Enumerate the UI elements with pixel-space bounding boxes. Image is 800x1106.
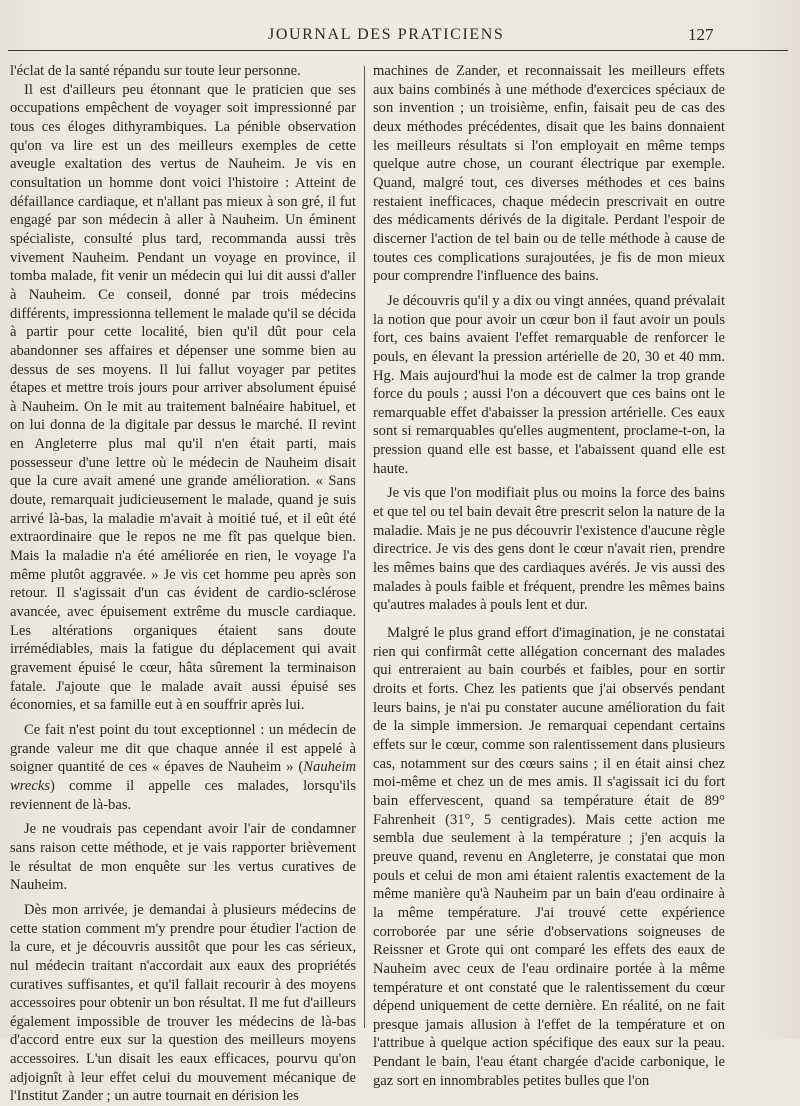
header-rule [8, 50, 788, 51]
paragraph: Je ne voudrais pas cependant avoir l'air de condamner sans raison cette méthode, et je vais rapporter brièvement le résultat de mon enquête sur les vertus curatives de Nauheim. [10, 821, 356, 894]
paragraph-text: Ce fait n'est point du tout exceptionnel : un médecin de grande valeur me dit que chaque année il est appelé à soigner quantité de ces « épaves de Nauheim » ( [10, 721, 356, 776]
paragraph [10, 721, 356, 814]
paragraph: Dès mon arrivée, je demandai à plusieurs médecins de cette station comment m'y prendre pour étudier l'action de la cure, et je découvris aussitôt que pour les cas sérieux, nul médecin traitant n'accordait aux eaux des propriétés curatives suffisantes, et qu'il fallait recourir à des moyens accessoires pour obtenir un bon résultat. Il me fut d'ailleurs également impossible de trouver les médecins de là-bas d'accord entre eux sur la question des meilleurs moyens accessoires. L'un disait les eaux efficaces, pourvu qu'on adjoignît à leur effet celui du mouvement mécanique de l'Institut Zander ; un autre tournait en dérision les [10, 901, 356, 1105]
paragraph: machines de Zander, et reconnaissait les meilleurs effets aux bains combinés à une méthode d'exercices spéciaux de son invention ; un troisième, enfin, faisait peu de cas des deux méthodes précédentes, disait que les bains donnaient les meilleurs résultats si l'on employait en même temps quelque autre chose, un courant électrique par exemple. Quand, malgré tout, ces diverses méthodes et ces bains restaient inefficaces, chaque médecin prescrivait en outre des médicaments dérivés de la digitale. Perdant l'espoir de discerner l'action de tel bain ou de telle méthode à cause de toutes ces complications surajoutées, je fis de mon mieux pour comprendre l'influence des bains. [373, 63, 725, 285]
column-divider [364, 66, 365, 1028]
paragraph: Il est d'ailleurs peu étonnant que le praticien que ses occupations empêchent de voyager soit impressionné par tous ces éloges dithyrambiques. La pénible observation qu'on va lire est un des meilleurs exemples de cette aveugle exaltation des vertus de Nauheim. Je vis en consultation un homme dont voici l'histoire : Atteint de défaillance cardiaque, et n'allant pas mieux à son gré, il fut engagé par son médecin à aller à Nauheim. Un éminent spécialiste, consulté plus tard, recommanda aussi très vivement Nauheim. Pendant un voyage en province, il tomba malade, fit venir un médecin qui lui dit aussi d'aller à Nauheim. Ce conseil, donné par trois médecins différents, impressionna tellement le malade qu'il se décida à partir pour cette localité, bien qu'il dût pour cela abandonner ses affaires et dépenser une somme bien au dessus de ses moyens. Il lui fallut voyager par petites étapes et mettre trois jours pour arriver absolument épuisé à Nauheim. On le mit au traitement balnéaire habituel, et on lui donna de la digitale par dessus le marché. Il revint en Angleterre plus mal qu'il n'en était parti, mais possesseur d'une lettre où le médecin de Nauheim disait que la cure avait amené une grande amélioration. « Sans doute, remarquait judicieusement le malade, quand je suis arrivé là-bas, la maladie m'avait à moitié tué, et il eût été extraordinaire que le repos ne me fît pas quelque bien. Mais la maladie n'a été améliorée en rien, le voyage l'a même plutôt aggravée. » Je vis cet homme peu après son retour. Il s'agissait d'un cas évident de cardio-sclérose avancée, avec épuisement extrême du muscle cardiaque. Les altérations organiques étaient sans doute irrémédiables, mais la fatigue du déplacement qui avait gravement épuisé le cœur, hâta sûrement la terminaison fatale. J'ajoute que le malade avait aussi épuisé ses économies, et sa famille eut à en souffrir après lui. [10, 81, 356, 714]
paragraph: Je découvris qu'il y a dix ou vingt années, quand prévalait la notion que pour avoir un cœur bon il faut avoir un pouls fort, ces bains avaient l'effet remarquable de renforcer le pouls, en élevant la pression artérielle de 20, 30 et 40 mm. Hg. Mais aujourd'hui la mode est de calmer la trop grande force du pouls ; aussi l'on a découvert que ces bains ont le remarquable effet d'abaisser la pression artérielle. Ces eaux sont si remarquables qu'elles augmentent, proclame-t-on, la pression quand elle est basse, et l'abaissent quand elle est haute. [373, 292, 725, 477]
paragraph: Je vis que l'on modifiait plus ou moins la force des bains et que tel ou tel bain devait être prescrit selon la nature de la maladie. Mais je ne pus découvrir l'existence d'aucune règle directrice. Je vis des gens dont le cœur n'avait rien, prendre les mêmes bains que des cardiaques avérés. Je vis aussi des malades à pouls faible et fréquent, prendre les mêmes bains qu'autres malades à pouls lent et dur. [373, 485, 725, 614]
paragraph: Malgré le plus grand effort d'imagination, je ne constatai rien qui confirmât cette allégation concernant des malades qui entreraient au bain courbés et faibles, pour en sortir droits et forts. Chez les patients que j'ai observés pendant leurs bains, je n'ai pu constater aucune amélioration du fait de la simple immersion. Je remarquai cependant certains effets sur le cœur, comme son ralentissement dans plusieurs cas, notamment sur des cœurs sains ; il en était ainsi chez moi-même et chez un de mes amis. Il s'agissait ici du fort bain effervescent, quand sa température était de 89° Fahrenheit (31°, 5 centigrades). Mais cette action me sembla due seulement à la température ; j'en acquis la preuve quand, revenu en Angleterre, je constatai que mon pouls et celui de mon ami étaient ralentis exactement de la même manière qu'à Nauheim par un bain d'eau ordinaire à la même température. J'ai trouvé cette expérience corroborée par une série d'observations soigneuses de Reissner et Grote qui ont comparé les effets des eaux de Nauheim avec ceux de l'eau ordinaire portée à la même température et ont constaté que le ralentissement du cœur dépend uniquement de cette dernière. En réalité, on ne fait presque jamais allusion à l'effet de la température et on l'attribue à quelque action spécifique des eaux sur la peau. Pendant le bain, l'eau étant chargée d'acide carbonique, le gaz sort en innombrables petites bulles que l'on [373, 625, 725, 1089]
paragraph: l'éclat de la santé répandu sur toute leur personne. [10, 63, 301, 79]
left-column [10, 62, 356, 1105]
running-head [0, 26, 800, 50]
right-column [373, 62, 725, 1089]
italic-term: Nauheim wrecks [10, 759, 356, 794]
journal-title: JOURNAL DES PRATICIENS [268, 26, 505, 43]
page-number: 127 [688, 25, 714, 44]
paragraph-text: ) comme il appelle ces malades, lorsqu'ils reviennent de là-bas. [10, 777, 356, 813]
